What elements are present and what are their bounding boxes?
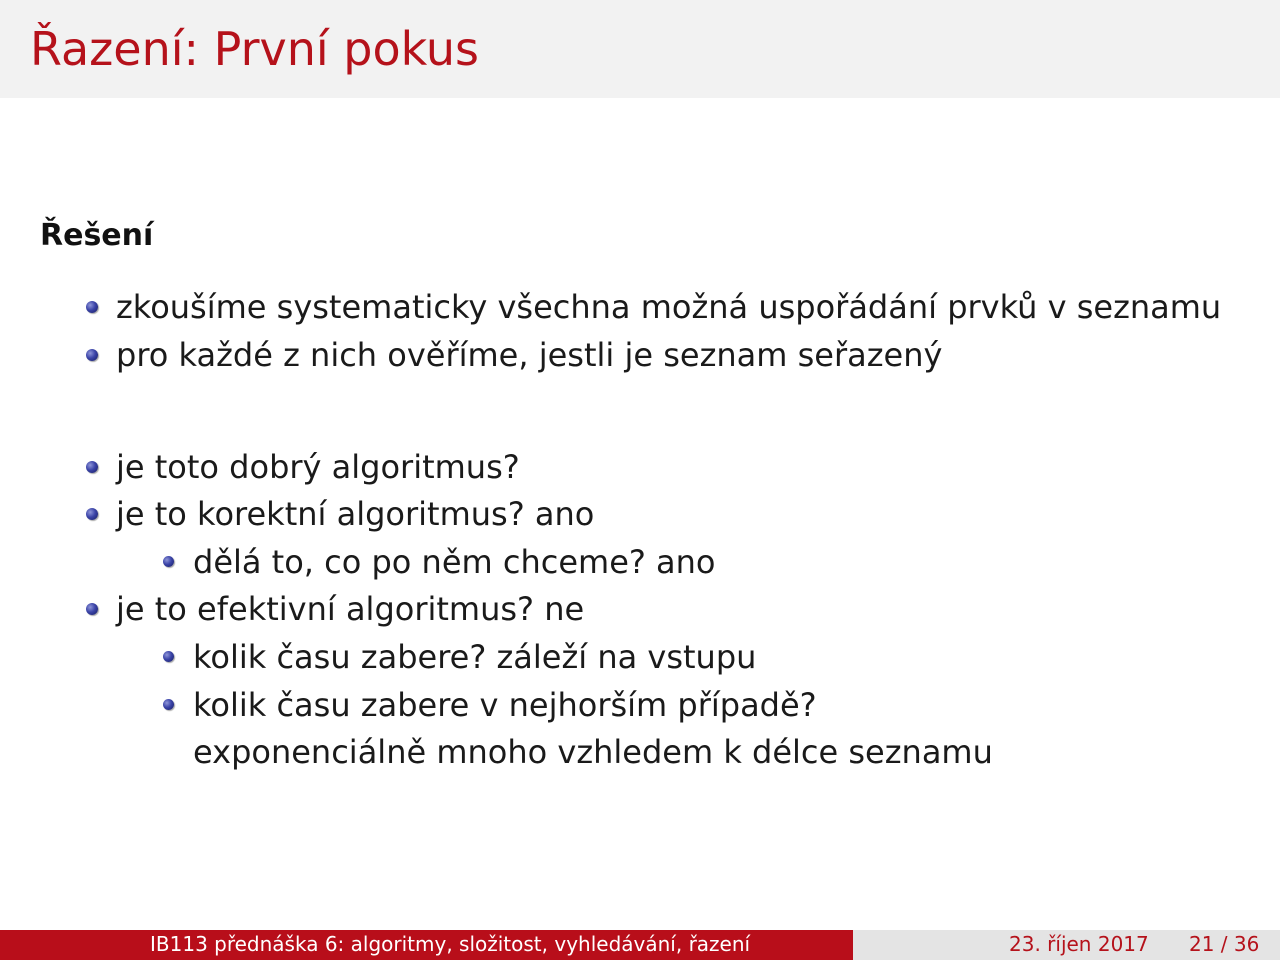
list-item-text: je to korektní algoritmus? ano — [116, 495, 595, 533]
list-item — [116, 494, 594, 534]
footer-info-section — [853, 930, 1280, 960]
ball-bullet-icon — [86, 603, 98, 615]
list-item-text: kolik času zabere? záleží na vstupu — [193, 638, 757, 676]
list-item — [116, 335, 942, 375]
ball-bullet-icon — [86, 301, 98, 313]
list-item — [116, 589, 584, 629]
ball-bullet-icon — [86, 508, 98, 520]
list-item-text: zkoušíme systematicky všechna možná uspořádání prvků v seznamu — [116, 288, 1222, 326]
sub-list-item — [193, 685, 817, 725]
ball-bullet-icon — [86, 461, 98, 473]
ball-bullet-icon — [163, 556, 174, 567]
ball-bullet-icon — [163, 651, 174, 662]
footer-date: 23. říjen 2017 — [1009, 932, 1149, 956]
block-heading: Řešení — [40, 218, 154, 253]
list-item — [116, 447, 520, 487]
list-item-text: dělá to, co po něm chceme? ano — [193, 543, 716, 581]
sub-list-item — [193, 637, 756, 677]
title-bar — [0, 0, 1280, 98]
list-item-text: exponenciálně mnoho vzhledem k délce seznamu — [193, 733, 993, 771]
footer-page-number: 21 / 36 — [1189, 932, 1260, 956]
list-item-text: je toto dobrý algoritmus? — [116, 448, 520, 486]
list-item-text: je to efektivní algoritmus? ne — [116, 590, 585, 628]
list-item-text: pro každé z nich ověříme, jestli je seznam seřazený — [116, 336, 943, 374]
list-item — [116, 287, 1221, 327]
slide-title: Řazení: První pokus — [30, 22, 479, 76]
list-item-continuation — [193, 732, 993, 772]
list-item-text: kolik času zabere v nejhorším případě? — [193, 686, 817, 724]
ball-bullet-icon — [163, 699, 174, 710]
ball-bullet-icon — [86, 349, 98, 361]
footer-lecture-title: IB113 přednáška 6: algoritmy, složitost, vyhledávání, řazení — [150, 932, 751, 956]
footer-lecture-section — [0, 930, 853, 960]
sub-list-item — [193, 542, 716, 582]
footer — [0, 930, 1280, 960]
